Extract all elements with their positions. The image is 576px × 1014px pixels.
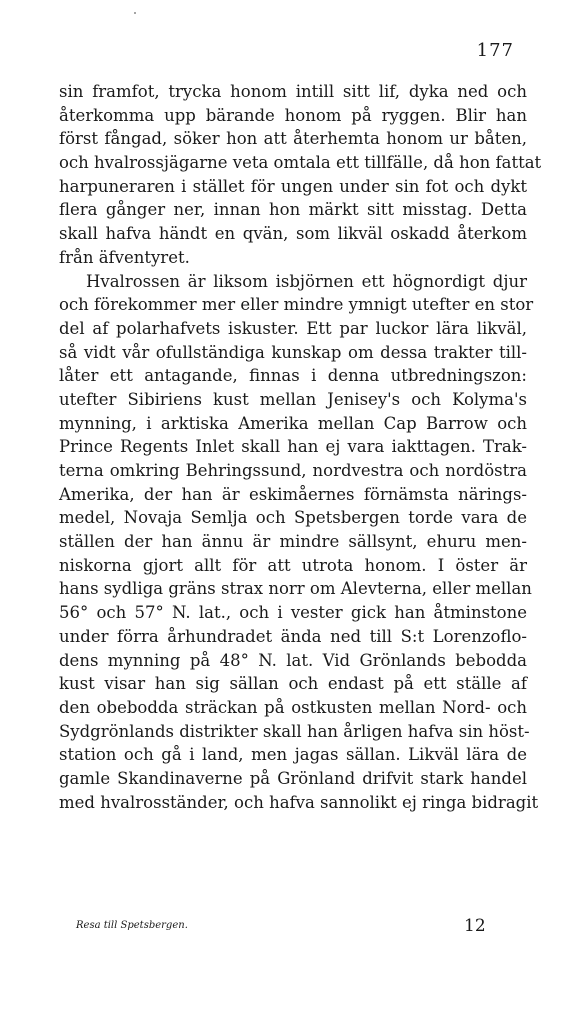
text-line: sin framfot, trycka honom intill sitt lif, dyka ned och <box>59 82 527 101</box>
text-line: den obebodda sträckan på ostkusten mellan Nord- och <box>59 697 527 717</box>
text-line: från äfventyret. <box>59 247 190 267</box>
text-line: och hvalrossjägarne veta omtala ett tillfälle, då hon fattat <box>59 153 542 173</box>
text-line: harpuneraren i stället för ungen under sin fot och dykt <box>59 176 527 196</box>
text-line: hans sydliga gräns strax norr om Alevterna, eller mellan <box>59 579 532 599</box>
text-line: Prince Regents Inlet skall han ej vara iakttagen. Trak- <box>59 437 527 457</box>
text-line: Amerika, der han är eskimåernes förnämsta närings- <box>59 484 527 504</box>
text-line: Hvalrossen är liksom isbjörnen ett högnordigt djur <box>86 271 527 291</box>
page-number: 177 <box>476 40 514 61</box>
text-line: del af polarhafvets iskuster. Ett par luckor lära likväl, <box>59 318 527 338</box>
text-line: Sydgrönlands distrikter skall han årligen hafva sin höst- <box>59 721 530 741</box>
text-line: 56° och 57° N. lat., och i vester gick han åtminstone <box>59 603 527 623</box>
text-line: terna omkring Behringssund, nordvestra och nordöstra <box>59 461 527 480</box>
print-speck <box>134 12 136 14</box>
body-text <box>59 80 542 814</box>
text-line: först fångad, söker hon att återhemta honom ur båten, <box>59 129 527 149</box>
text-line: niskorna gjort allt för att utrota honom. I öster är <box>59 555 527 575</box>
page-footer <box>59 916 527 940</box>
text-line: ställen der han ännu är mindre sällsynt, ehuru men- <box>59 532 527 552</box>
text-line: så vidt vår ofullständiga kunskap om dessa trakter till- <box>59 342 527 362</box>
text-line: dens mynning på 48° N. lat. Vid Grönlands bebodda <box>59 650 527 670</box>
signature-mark: 12 <box>464 916 486 936</box>
text-line: kust visar han sig sällan och endast på ett ställe af <box>59 674 527 694</box>
text-line: mynning, i arktiska Amerika mellan Cap Barrow och <box>59 413 527 433</box>
text-line: återkomma upp bärande honom på ryggen. Blir han <box>59 105 527 125</box>
text-line: station och gå i land, men jagas sällan. Likväl lära de <box>59 745 527 765</box>
text-line: låter ett antagande, finnas i denna utbredningszon: <box>59 366 527 386</box>
text-line: medel, Novaja Semlja och Spetsbergen torde vara de <box>59 508 527 528</box>
text-line: skall hafva händt en qvän, som likväl oskadd återkom <box>59 224 527 244</box>
text-line: utefter Sibiriens kust mellan Jenisey's och Kolyma's <box>59 389 527 409</box>
text-line: gamle Skandinaverne på Grönland drifvit stark handel <box>59 768 527 788</box>
text-line: under förra århundradet ända ned till S:t Lorenzoflo- <box>59 626 527 646</box>
text-line: och förekommer mer eller mindre ymnigt utefter en stor <box>59 295 534 315</box>
footer-book-title: Resa till Spetsbergen. <box>76 920 188 931</box>
text-line: flera gånger ner, innan hon märkt sitt misstag. Detta <box>59 200 527 220</box>
text-line: med hvalrosständer, och hafva sannolikt ej ringa bidragit <box>59 792 539 812</box>
